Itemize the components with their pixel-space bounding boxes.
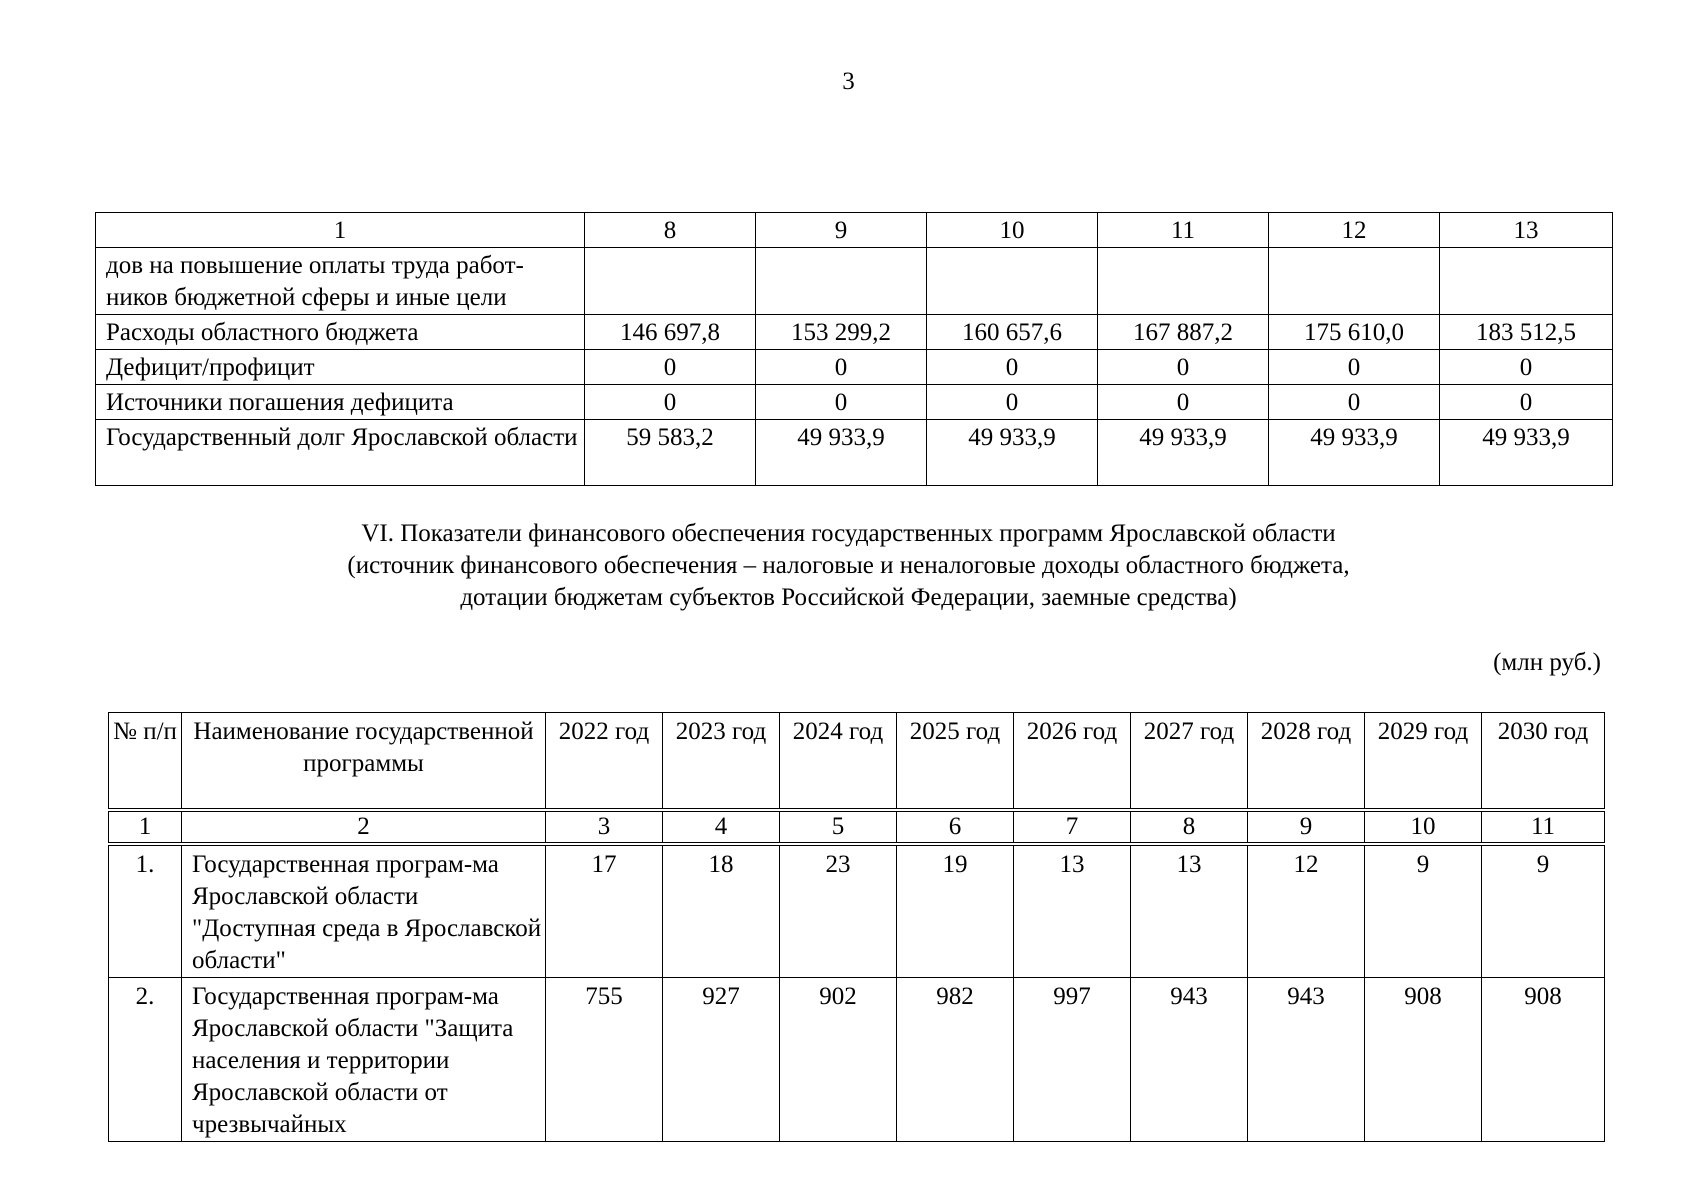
- cell: 0: [927, 350, 1098, 385]
- col-header: 2029 год: [1365, 713, 1482, 811]
- cell: 49 933,9: [756, 420, 927, 486]
- column-number: 3: [546, 810, 663, 844]
- column-number: 1: [109, 810, 182, 844]
- cell: 9: [1365, 844, 1482, 978]
- col-header: 12: [1269, 213, 1440, 248]
- cell: 908: [1482, 978, 1605, 1142]
- cell: 49 933,9: [1440, 420, 1613, 486]
- programs-table: [108, 712, 1605, 1142]
- table-row: [96, 248, 1613, 315]
- cell: 19: [897, 844, 1014, 978]
- cell: 0: [1269, 350, 1440, 385]
- column-number-row: [109, 810, 1605, 844]
- cell: 13: [1014, 844, 1131, 978]
- col-header: № п/п: [109, 713, 182, 811]
- page-number: 3: [842, 68, 855, 95]
- table-row: [109, 978, 1605, 1142]
- col-header: 2027 год: [1131, 713, 1248, 811]
- column-number: 7: [1014, 810, 1131, 844]
- table-header-row: [109, 713, 1605, 811]
- table-row: [96, 315, 1613, 350]
- col-header: 2022 год: [546, 713, 663, 811]
- row-label: дов на повышение оплаты труда работ-ников бюджетной сферы и иные цели: [96, 248, 585, 315]
- column-number: 11: [1482, 810, 1605, 844]
- row-label: Дефицит/профицит: [96, 350, 585, 385]
- cell: 755: [546, 978, 663, 1142]
- column-number: 9: [1248, 810, 1365, 844]
- cell: 160 657,6: [927, 315, 1098, 350]
- col-header: 13: [1440, 213, 1613, 248]
- column-number: 10: [1365, 810, 1482, 844]
- col-header: 2025 год: [897, 713, 1014, 811]
- cell: [1440, 248, 1613, 315]
- cell: 23: [780, 844, 897, 978]
- cell: 49 933,9: [1269, 420, 1440, 486]
- col-header: 8: [585, 213, 756, 248]
- column-number: 4: [663, 810, 780, 844]
- cell: 167 887,2: [1098, 315, 1269, 350]
- col-header: 9: [756, 213, 927, 248]
- cell: 49 933,9: [927, 420, 1098, 486]
- cell: [1098, 248, 1269, 315]
- col-header: 1: [96, 213, 585, 248]
- cell: 0: [585, 385, 756, 420]
- column-number: 8: [1131, 810, 1248, 844]
- cell: 12: [1248, 844, 1365, 978]
- cell: 908: [1365, 978, 1482, 1142]
- col-header: 2028 год: [1248, 713, 1365, 811]
- table-row: [96, 350, 1613, 385]
- cell: 902: [780, 978, 897, 1142]
- cell: 0: [1098, 385, 1269, 420]
- budget-table: [95, 212, 1613, 486]
- section-title-line: VI. Показатели финансового обеспечения государственных программ Ярославской области: [361, 520, 1336, 547]
- table-row: [96, 385, 1613, 420]
- cell: 0: [1269, 385, 1440, 420]
- table-row: [96, 420, 1613, 486]
- cell: 49 933,9: [1098, 420, 1269, 486]
- cell: 943: [1248, 978, 1365, 1142]
- row-number: 1.: [109, 844, 182, 978]
- cell: 13: [1131, 844, 1248, 978]
- cell: 0: [1440, 385, 1613, 420]
- section-title: [0, 518, 1697, 614]
- column-number: 6: [897, 810, 1014, 844]
- column-number: 2: [182, 810, 546, 844]
- cell: 153 299,2: [756, 315, 927, 350]
- cell: 183 512,5: [1440, 315, 1613, 350]
- col-header: 11: [1098, 213, 1269, 248]
- col-header: 10: [927, 213, 1098, 248]
- program-name: Государственная програм-ма Ярославской области "Защита населения и территории Ярославской области от чрезвычайных: [182, 978, 546, 1142]
- row-label: Источники погашения дефицита: [96, 385, 585, 420]
- cell: [585, 248, 756, 315]
- cell: 0: [1440, 350, 1613, 385]
- cell: 175 610,0: [1269, 315, 1440, 350]
- cell: 0: [1098, 350, 1269, 385]
- table-row: [109, 844, 1605, 978]
- column-number: 5: [780, 810, 897, 844]
- cell: 943: [1131, 978, 1248, 1142]
- cell: 997: [1014, 978, 1131, 1142]
- cell: 18: [663, 844, 780, 978]
- cell: 9: [1482, 844, 1605, 978]
- cell: [756, 248, 927, 315]
- cell: [1269, 248, 1440, 315]
- row-label: Расходы областного бюджета: [96, 315, 585, 350]
- unit-label: (млн руб.): [1493, 649, 1601, 676]
- row-label: Государственный долг Ярославской области: [96, 420, 585, 486]
- cell: 17: [546, 844, 663, 978]
- cell: 0: [927, 385, 1098, 420]
- cell: 146 697,8: [585, 315, 756, 350]
- section-title-line: дотации бюджетам субъектов Российской Федерации, заемные средства): [460, 584, 1237, 611]
- row-number: 2.: [109, 978, 182, 1142]
- cell: 0: [756, 385, 927, 420]
- program-name: Государственная програм-ма Ярославской области "Доступная среда в Ярославской области": [182, 844, 546, 978]
- table-header-row: [96, 213, 1613, 248]
- col-header: 2026 год: [1014, 713, 1131, 811]
- cell: 927: [663, 978, 780, 1142]
- col-header: 2024 год: [780, 713, 897, 811]
- cell: 0: [585, 350, 756, 385]
- col-header: Наименование государственной программы: [182, 713, 546, 811]
- col-header: 2030 год: [1482, 713, 1605, 811]
- cell: [927, 248, 1098, 315]
- cell: 59 583,2: [585, 420, 756, 486]
- section-title-line: (источник финансового обеспечения – налоговые и неналоговые доходы областного бюджета,: [347, 552, 1350, 579]
- cell: 982: [897, 978, 1014, 1142]
- cell: 0: [756, 350, 927, 385]
- col-header: 2023 год: [663, 713, 780, 811]
